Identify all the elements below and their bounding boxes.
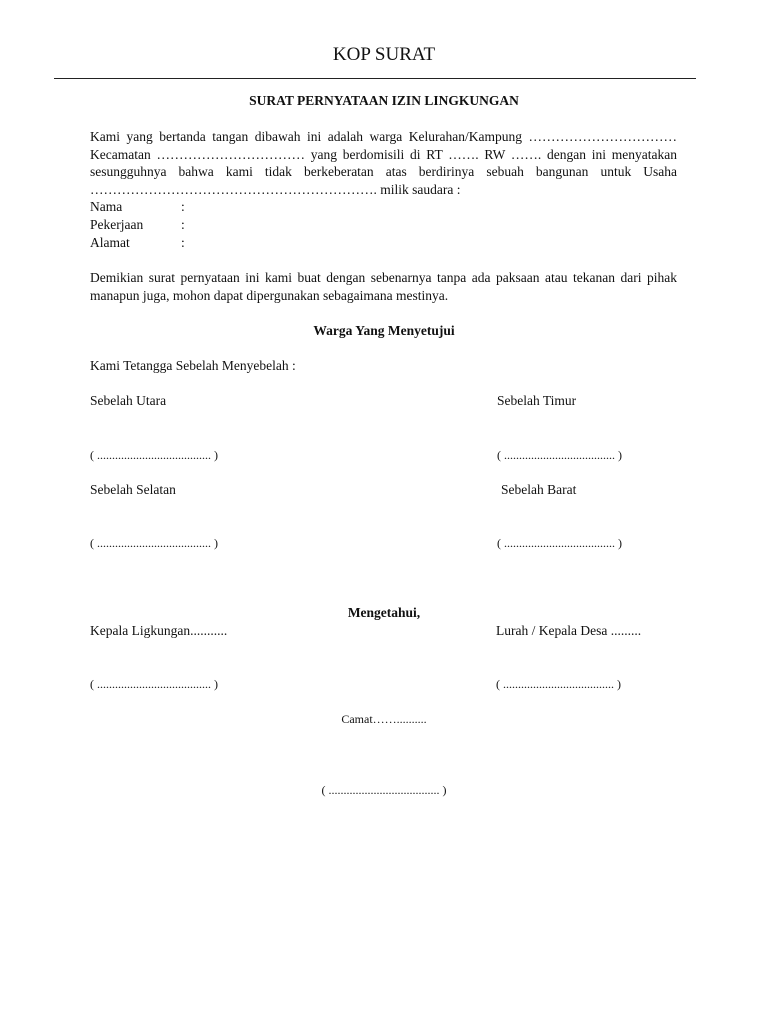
kepala-signature-line: ( ...................................... ) [90, 677, 218, 691]
camat-signature-line: ( ..................................... ) [321, 783, 447, 797]
letterhead-title: KOP SURAT [332, 44, 436, 65]
closing-paragraph [90, 269, 677, 304]
closing-line-1: Demikian surat pernyataan ini kami buat dengan sebenarnya tanpa ada paksaan atau tekanan dari pihak [90, 270, 677, 285]
south-signature-line: ( ...................................... ) [90, 536, 218, 550]
approval-heading: Warga Yang Menyetujui [313, 323, 455, 338]
east-signature-line: ( ..................................... ) [497, 448, 622, 462]
acknowledge-heading: Mengetahui, [347, 605, 421, 620]
north-neighbor-label: Sebelah Utara [90, 393, 167, 408]
field-colon-alamat: : [181, 235, 185, 250]
east-neighbor-label: Sebelah Timur [497, 393, 577, 408]
intro-line-3: sesungguhnya bahwa kami tidak berkeberatan atas berdirinya sebuah bangunan untuk Usaha [90, 164, 677, 179]
field-label-pekerjaan: Pekerjaan [90, 217, 144, 232]
field-label-nama: Nama [90, 199, 123, 214]
intro-line-2: Kecamatan …………………………… yang berdomisili di RT ……. RW ……. dengan ini menyatakan [90, 146, 677, 162]
field-colon-nama: : [181, 199, 185, 214]
neighbors-label: Kami Tetangga Sebelah Menyebelah : [90, 358, 296, 373]
north-signature-line: ( ...................................... ) [90, 448, 218, 462]
west-neighbor-label: Sebelah Barat [501, 482, 577, 497]
intro-line-1: Kami yang bertanda tangan dibawah ini adalah warga Kelurahan/Kampung …………………………… [90, 129, 677, 144]
closing-line-2: manapun juga, mohon dapat dipergunakan sebagaimana mestinya. [90, 287, 449, 303]
south-neighbor-label: Sebelah Selatan [90, 482, 176, 497]
field-label-alamat: Alamat [90, 235, 130, 250]
lurah-label: Lurah / Kepala Desa ......... [496, 623, 642, 638]
field-colon-pekerjaan: : [181, 217, 185, 232]
kepala-lingkungan-label: Kepala Ligkungan........... [90, 623, 228, 638]
west-signature-line: ( ..................................... ) [497, 536, 622, 550]
lurah-signature-line: ( ..................................... ) [496, 677, 621, 691]
letterhead-divider [54, 78, 696, 79]
intro-paragraph [90, 128, 677, 198]
intro-line-4: ………………………………………………………. milik saudara : [90, 181, 461, 197]
camat-label: Camat…….......... [341, 712, 427, 726]
document-title: SURAT PERNYATAAN IZIN LINGKUNGAN [249, 93, 519, 108]
